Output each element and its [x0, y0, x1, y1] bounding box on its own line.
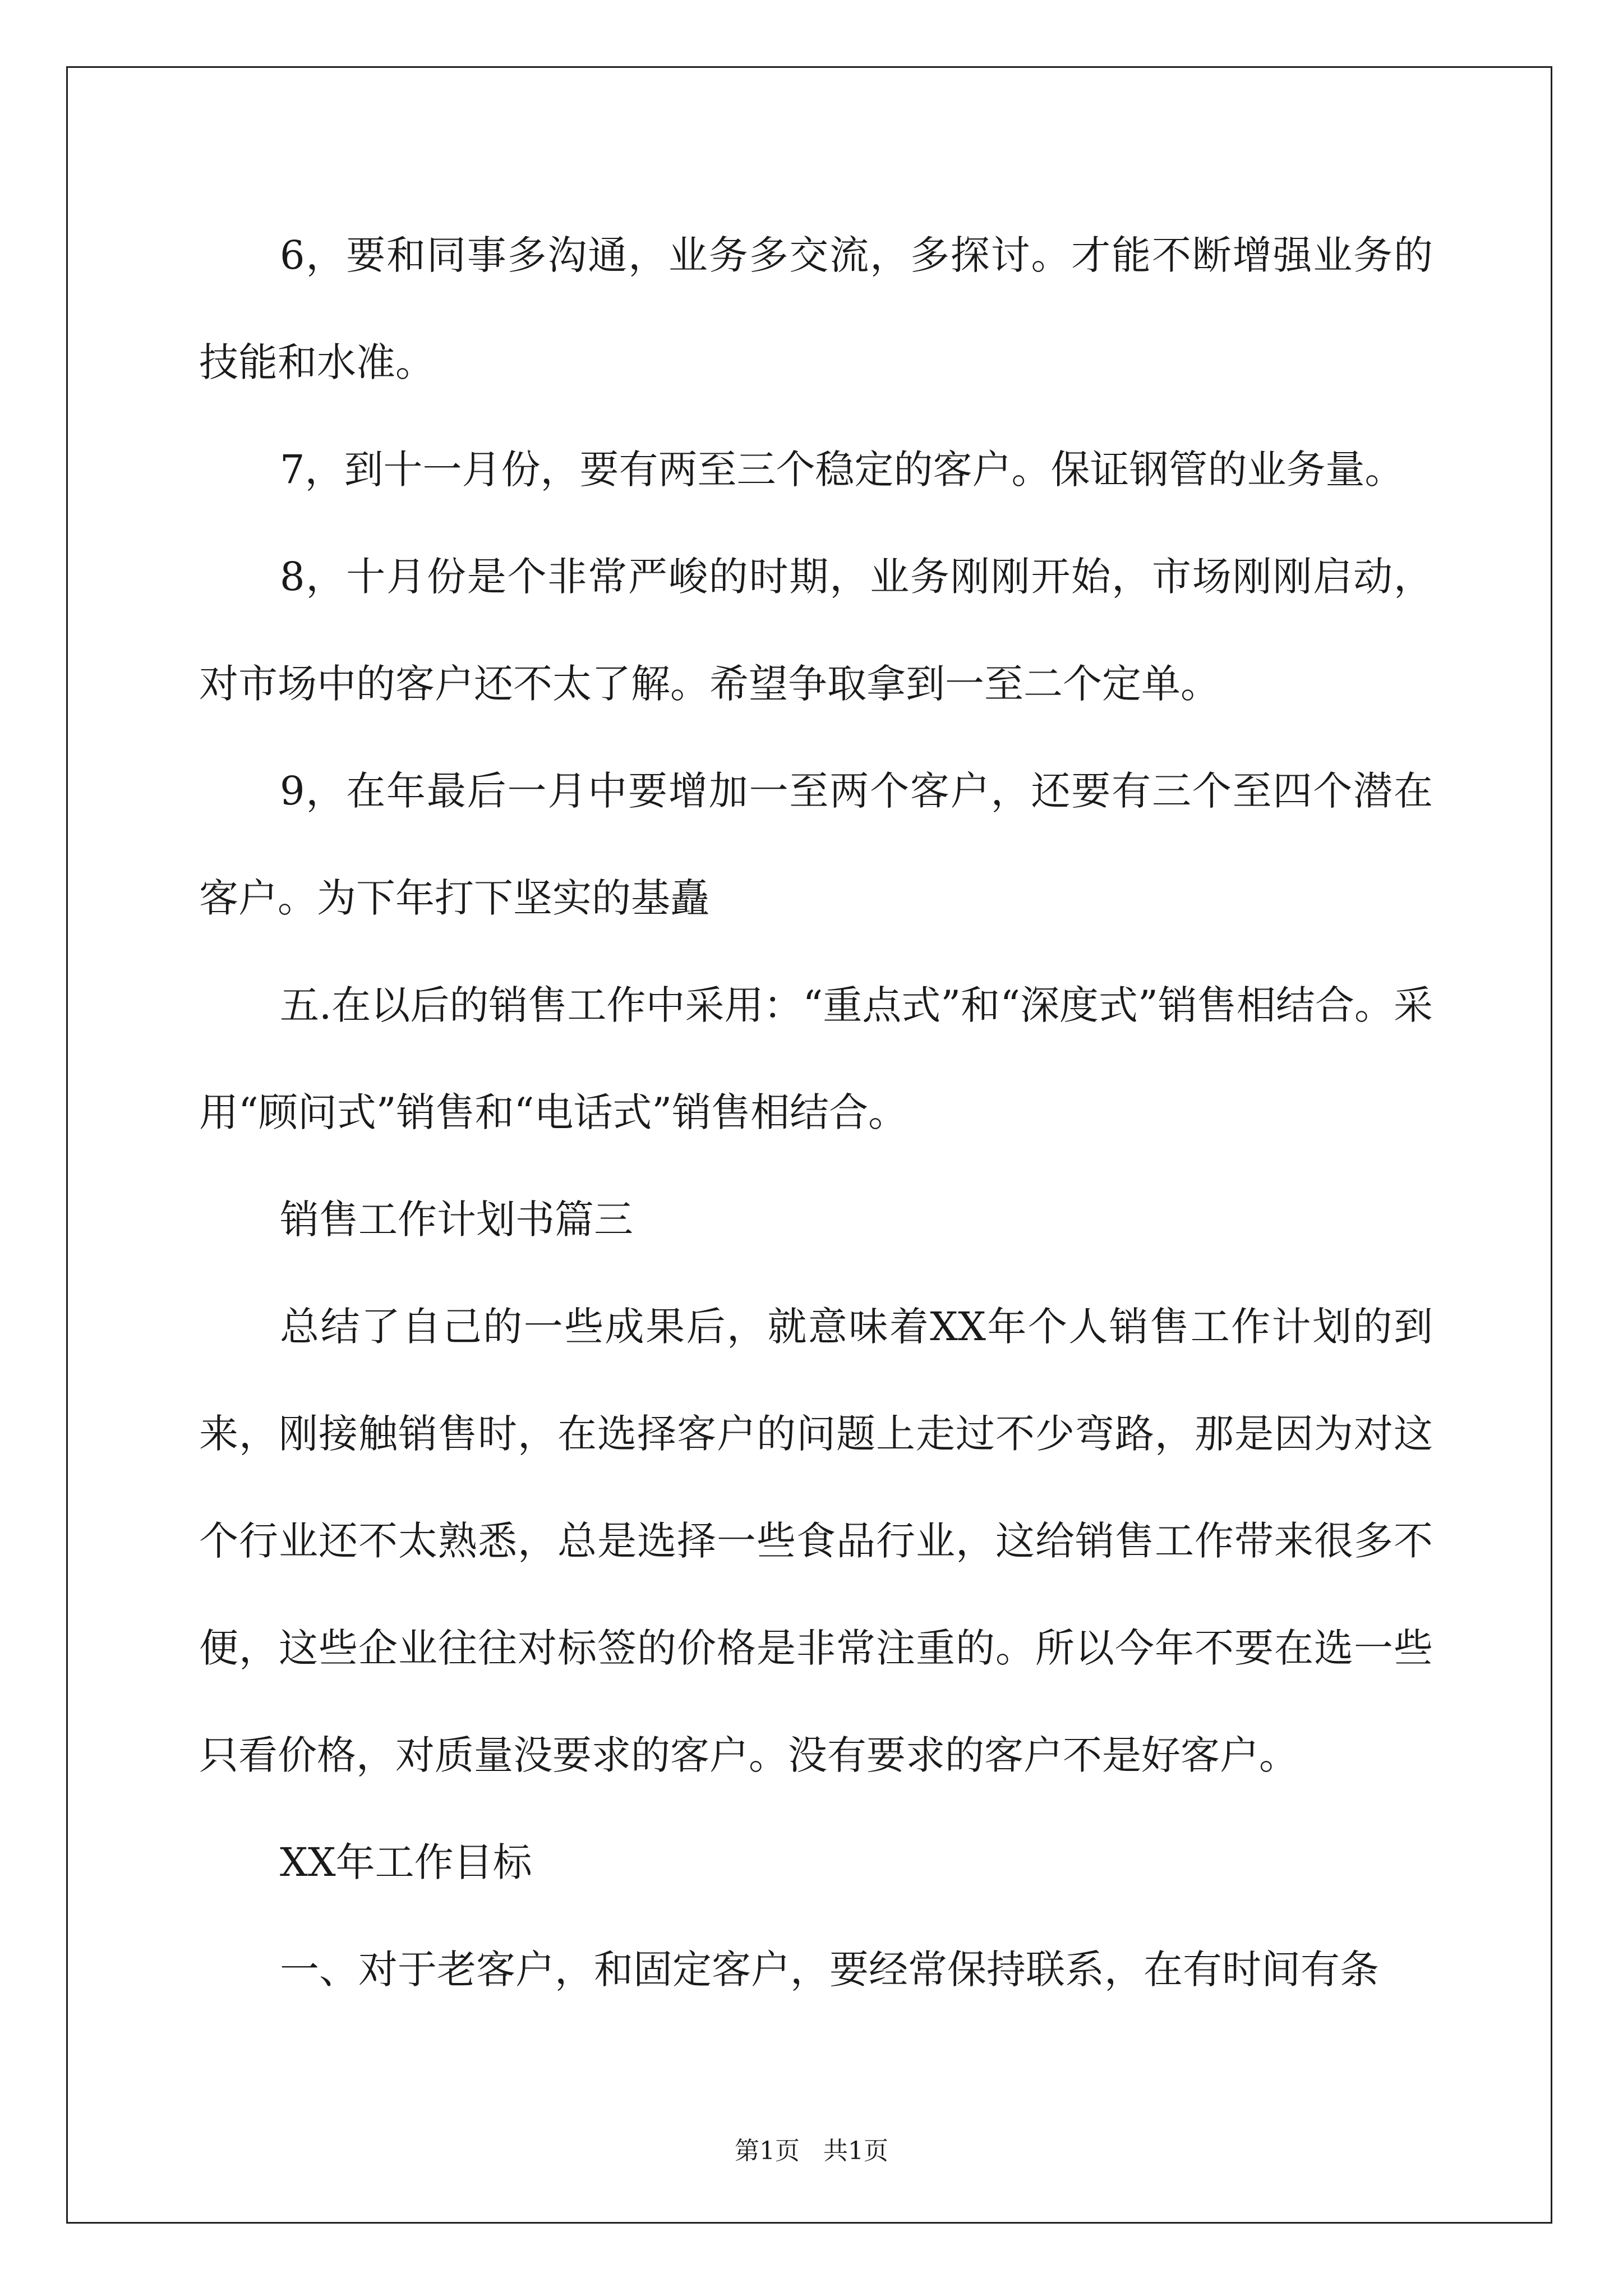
paragraph-8: 8，十月份是个非常严峻的时期，业务刚刚开始，市场刚刚启动，对市场中的客户还不太了解。希望争取拿到一至二个定单。	[199, 554, 1433, 707]
paragraph-9: 9，在年最后一月中要增加一至两个客户，还要有三个至四个潜在客户。为下年打下坚实的基矗	[199, 768, 1433, 921]
section-heading: 销售工作计划书篇三	[280, 1197, 633, 1243]
paragraph-6: 6，要和同事多沟通，业务多交流，多探讨。才能不断增强业务的技能和水准。	[199, 232, 1433, 385]
paragraph-section-five: 五.在以后的销售工作中采用：“重点式”和“深度式”销售相结合。采用“顾问式”销售和“电话式”销售相结合。	[199, 982, 1433, 1135]
paragraph-summary: 总结了自己的一些成果后，就意味着XX年个人销售工作计划的到来，刚接触销售时，在选择客户的问题上走过不少弯路，那是因为对这个行业还不太熟悉，总是选择一些食品行业，这给销售工作带来很多不便，这些企业往往对标签的价格是非常注重的。所以今年不要在选一些只看价格，对质量没要求的客户。没有要求的客户不是好客户。	[199, 1304, 1433, 1778]
paragraph-goal-one: 一、对于老客户，和固定客户，要经常保持联系，在有时间有条	[280, 1947, 1379, 1993]
document-body	[199, 202, 1433, 2023]
page-footer: 第1页 共1页	[735, 2137, 888, 2165]
paragraph-7: 7，到十一月份，要有两至三个稳定的客户。保证钢管的业务量。	[280, 447, 1404, 493]
goals-heading: XX年工作目标	[280, 1839, 532, 1885]
